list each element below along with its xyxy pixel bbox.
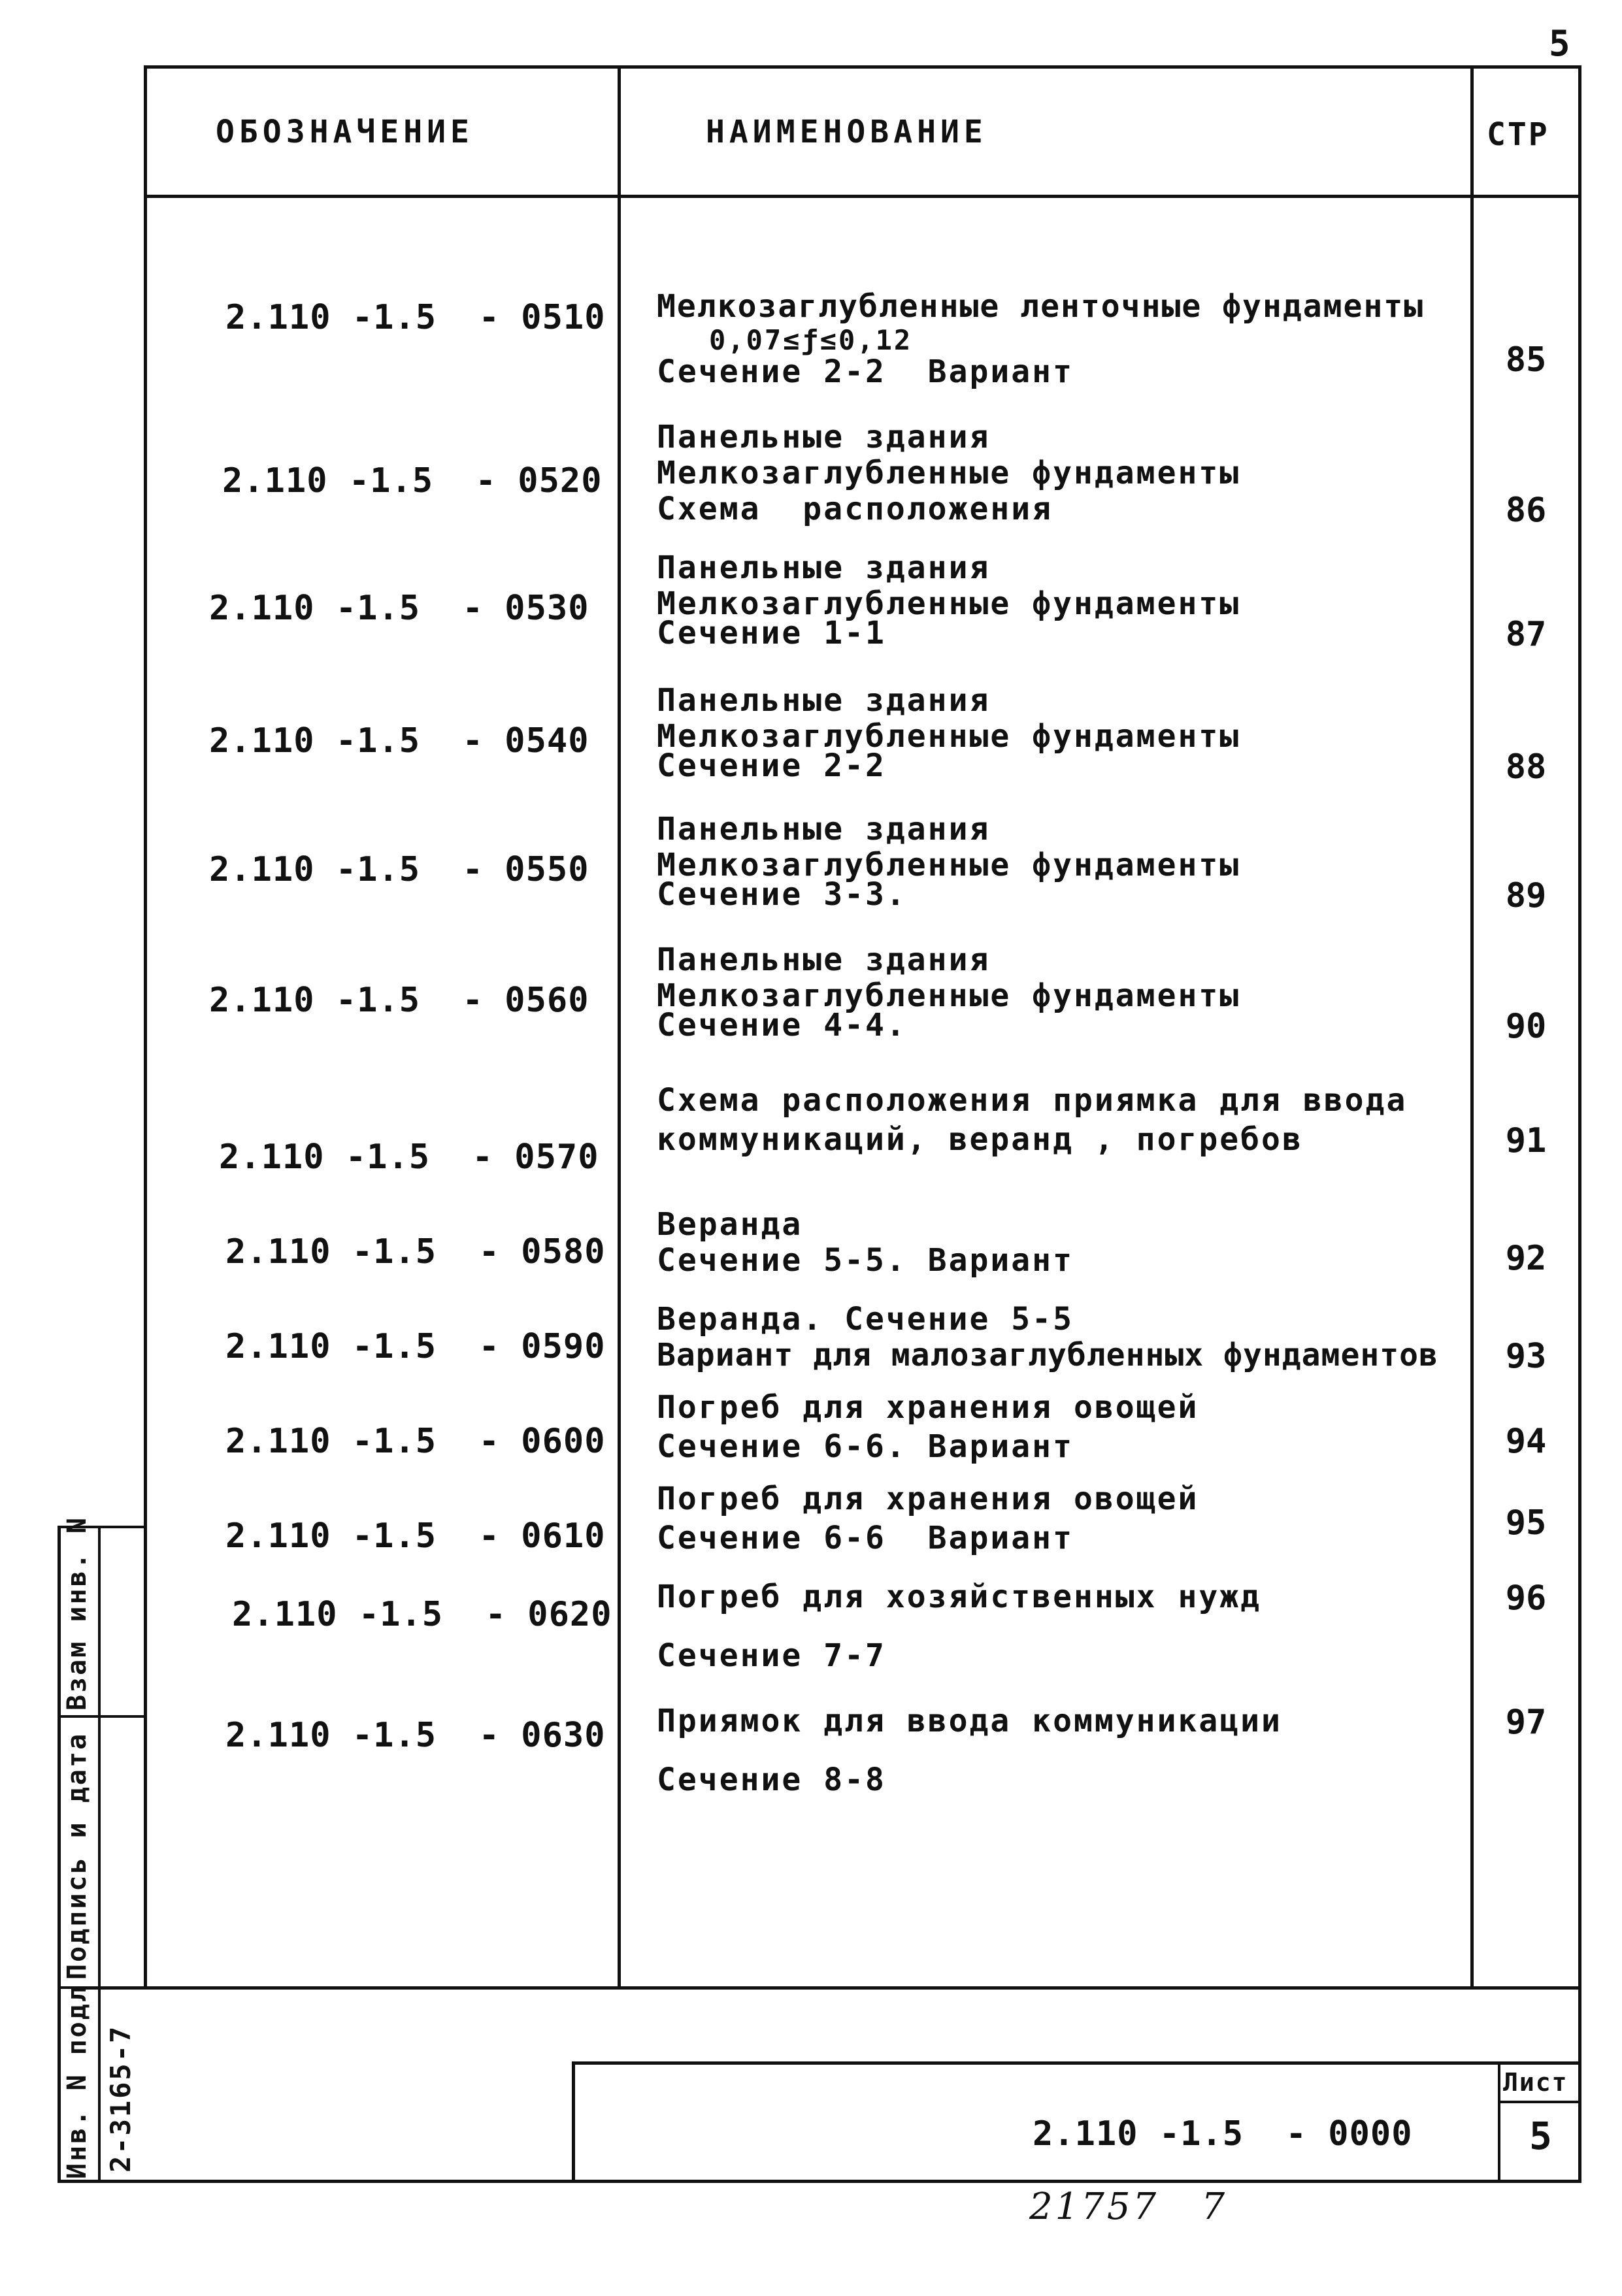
stamp-sep-1 [58,1715,147,1718]
row-name-line: Сечение 6-6. Вариант [657,1428,1074,1465]
row-page: 85 [1505,340,1547,380]
row-name-line: Веранда. Сечение 5-5 [657,1301,1074,1337]
row-code: 2.110 -1.5 - 0540 [209,721,589,761]
row-page: 90 [1505,1007,1547,1046]
sheet-cell-left-line [1498,2061,1500,2182]
table-bottom-line [78,1986,1580,1990]
row-name-line: Погреб для хранения овощей [657,1389,1199,1426]
sheet-label: Лист [1503,2068,1568,2097]
row-page: 88 [1505,747,1547,787]
stamp-left-line [58,1526,61,2182]
row-code: 2.110 -1.5 - 0630 [225,1716,606,1755]
title-block-top-line [572,2061,1581,2065]
row-name-line: Сечение 3-3. [657,876,907,913]
row-page: 97 [1505,1703,1547,1742]
row-code: 2.110 -1.5 - 0610 [225,1517,606,1556]
row-name-line: Сечение 5-5. Вариант [657,1242,1074,1279]
row-name-line: Сечение 4-4. [657,1007,907,1043]
row-page: 95 [1505,1503,1547,1543]
row-page: 89 [1505,876,1547,915]
frame-left-line [144,65,147,1986]
row-name-line: Мелкозаглубленные ленточные фундаменты [657,288,1425,325]
row-name-line: Приямок для ввода коммуникации [657,1703,1282,1739]
sheet-corner-number: 5 [1549,23,1570,64]
row-name-line: Сечение 1-1 [657,615,886,651]
row-name-line: Панельные здания [657,682,991,719]
stamp-mid-line [98,1526,101,2182]
header-bottom-line [144,195,1580,198]
row-name-line: Сечение 6-6 Вариант [657,1520,1074,1556]
row-name-line: Панельные здания [657,942,991,978]
row-page: 96 [1505,1579,1547,1618]
row-name-line: коммуникаций, веранд , погребов [657,1121,1303,1158]
frame-right-line [1578,65,1581,2182]
sheet-number: 5 [1529,2114,1552,2158]
row-name-line: Панельные здания [657,811,991,847]
row-name-line: Панельные здания [657,549,991,586]
row-code: 2.110 -1.5 - 0520 [222,461,603,500]
row-name-line: Погреб для хранения овощей [657,1481,1199,1517]
row-code: 2.110 -1.5 - 0510 [225,298,606,337]
stamp-bottom-line [58,2180,1581,2183]
row-code: 2.110 -1.5 - 0570 [219,1138,599,1177]
row-name-line: Вариант для малозаглубленных фундаментов [657,1337,1438,1373]
row-code: 2.110 -1.5 - 0560 [209,981,589,1020]
row-page: 91 [1505,1121,1547,1160]
row-code: 2.110 -1.5 - 0600 [225,1422,606,1461]
stamp-podpis-label: Подпись и дата [62,1731,92,1980]
row-name-line: Мелкозаглубленные фундаменты [657,847,1241,883]
stamp-inv-podl-value: 2-3165-7 [105,2024,137,2173]
header-name: НАИМЕНОВАНИЕ [706,114,987,150]
row-name-line: 0,07≤ƒ≤0,12 [709,324,913,356]
row-page: 87 [1505,615,1547,654]
row-name-line: Сечение 2-2 Вариант [657,353,1074,390]
row-name-line: Схема расположения приямка для ввода [657,1082,1408,1119]
stamp-vzam-label: Взам инв. N [62,1516,92,1711]
frame-top-line [144,65,1580,69]
row-page: 86 [1505,491,1547,530]
row-page: 94 [1505,1422,1547,1461]
row-name-line: Веранда [657,1206,803,1243]
row-code: 2.110 -1.5 - 0580 [225,1232,606,1271]
sheet-cell-mid-line [1498,2101,1581,2103]
row-name-line: Сечение 2-2 [657,747,886,784]
row-name-line: Схема расположения [657,491,1053,527]
stamp-inv-podl-label: Инв. N подл [62,1984,92,2179]
row-name-line: Мелкозаглубленные фундаменты [657,585,1241,622]
row-code: 2.110 -1.5 - 0620 [232,1595,612,1634]
title-block-left-line [572,2061,575,2182]
row-page: 93 [1505,1337,1547,1376]
row-name-line: Мелкозаглубленные фундаменты [657,718,1241,755]
row-code: 2.110 -1.5 - 0530 [209,589,589,628]
row-code: 2.110 -1.5 - 0550 [209,850,589,889]
row-name-line: Панельные здания [657,419,991,455]
column-divider-1 [618,65,621,1990]
header-designation: ОБОЗНАЧЕНИЕ [216,114,474,150]
header-page: СТР [1487,116,1549,153]
row-name-line: Сечение 8-8 [657,1762,886,1798]
row-name-line: Сечение 7-7 [657,1637,886,1674]
title-block-doc-code: 2.110 -1.5 - 0000 [1033,2114,1413,2154]
handwritten-note: 21757 7 [1029,2186,1228,2228]
row-name-line: Погреб для хозяйственных нужд [657,1579,1262,1615]
row-page: 92 [1505,1239,1547,1278]
row-name-line: Мелкозаглубленные фундаменты [657,977,1241,1014]
row-code: 2.110 -1.5 - 0590 [225,1327,606,1366]
row-name-line: Мелкозаглубленные фундаменты [657,455,1241,491]
